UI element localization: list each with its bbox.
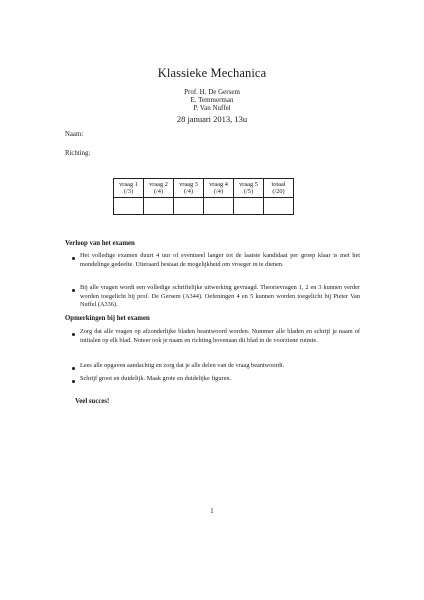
author-2: E. Temmerman xyxy=(190,96,234,104)
score-cell-q5 xyxy=(234,198,264,215)
page-title: Klassieke Mechanica xyxy=(157,66,267,80)
score-column-label: vraag 2 xyxy=(149,181,168,188)
score-column-label: vraag 5 xyxy=(239,181,258,188)
score-column-q4 xyxy=(204,179,234,198)
score-column-q2 xyxy=(144,179,174,198)
exam-date: 28 januari 2013, 13u xyxy=(176,114,248,124)
score-cell-q1 xyxy=(114,198,144,215)
score-column-max: (/5) xyxy=(243,188,254,195)
remark-item-sheets: Zorg dat alle vragen op afzonderlijke bladen beantwoord worden. Nummer alle bladen en schrijf je naam of initialen op elk blad. Noteer ook je naam en richting bovenaan dit blad in de voorziene ruimte. xyxy=(80,328,360,344)
procedure-item-explanation: Bij alle vragen wordt een volledige schriftelijke uitwerking gevraagd. Theorievragen 1, 2 en 3 kunnen verder worden toegelicht bij prof. De Gersem (A344). Oefeningen 4 en 5 kunnen worden toegelicht bij Pieter Van Nuffel (A336). xyxy=(80,284,360,309)
page-number: 1 xyxy=(210,508,214,515)
score-column-max: (/4) xyxy=(183,188,194,195)
score-column-label: vraag 1 xyxy=(119,181,138,188)
score-column-max: (/4) xyxy=(213,188,224,195)
score-column-max: (/3) xyxy=(123,188,134,195)
score-table-header-row xyxy=(114,179,294,198)
bullet-icon xyxy=(72,367,75,370)
score-column-q5 xyxy=(234,179,264,198)
score-column-max: (/20) xyxy=(272,188,285,195)
remark-item-read: Lees alle opgaven aandachtig en zorg dat je alle delen van de vraag beantwoordt. xyxy=(80,362,285,369)
closing-text: Veel succes! xyxy=(75,398,110,405)
bullet-icon xyxy=(72,333,75,336)
score-cell-q2 xyxy=(144,198,174,215)
score-column-q3 xyxy=(174,179,204,198)
score-column-label: totaal xyxy=(271,181,286,188)
procedure-item-duration: Het volledige examen duurt 4 uur of eventueel langer tot de laatste kandidaat per groep klaar is met het mondelinge gedeelte. Uiteraard bestaat de mogelijkheid om vroeger in te dienen. xyxy=(80,252,360,268)
score-column-label: vraag 4 xyxy=(209,181,228,188)
score-cell-q4 xyxy=(204,198,234,215)
score-column-label: vraag 3 xyxy=(179,181,198,188)
bullet-icon xyxy=(72,257,75,260)
author-3: P. Van Nuffel xyxy=(193,104,231,112)
score-column-q1 xyxy=(114,179,144,198)
score-table xyxy=(113,178,294,215)
section-heading-procedure: Verloop van het examen xyxy=(65,240,135,247)
bullet-icon xyxy=(72,289,75,292)
score-table-entry-row xyxy=(114,198,294,215)
score-cell-total xyxy=(264,198,294,215)
bullet-icon xyxy=(72,380,75,383)
remark-item-legible: Schrijf groot en duidelijk. Maak grote en duidelijke figuren. xyxy=(80,375,232,382)
author-1: Prof. H. De Gersem xyxy=(184,88,240,96)
name-label: Naam: xyxy=(65,131,84,138)
score-column-total xyxy=(264,179,294,198)
section-heading-remarks: Opmerkingen bij het examen xyxy=(65,315,150,322)
score-cell-q3 xyxy=(174,198,204,215)
score-column-max: (/4) xyxy=(153,188,164,195)
program-label: Richting: xyxy=(65,150,91,157)
